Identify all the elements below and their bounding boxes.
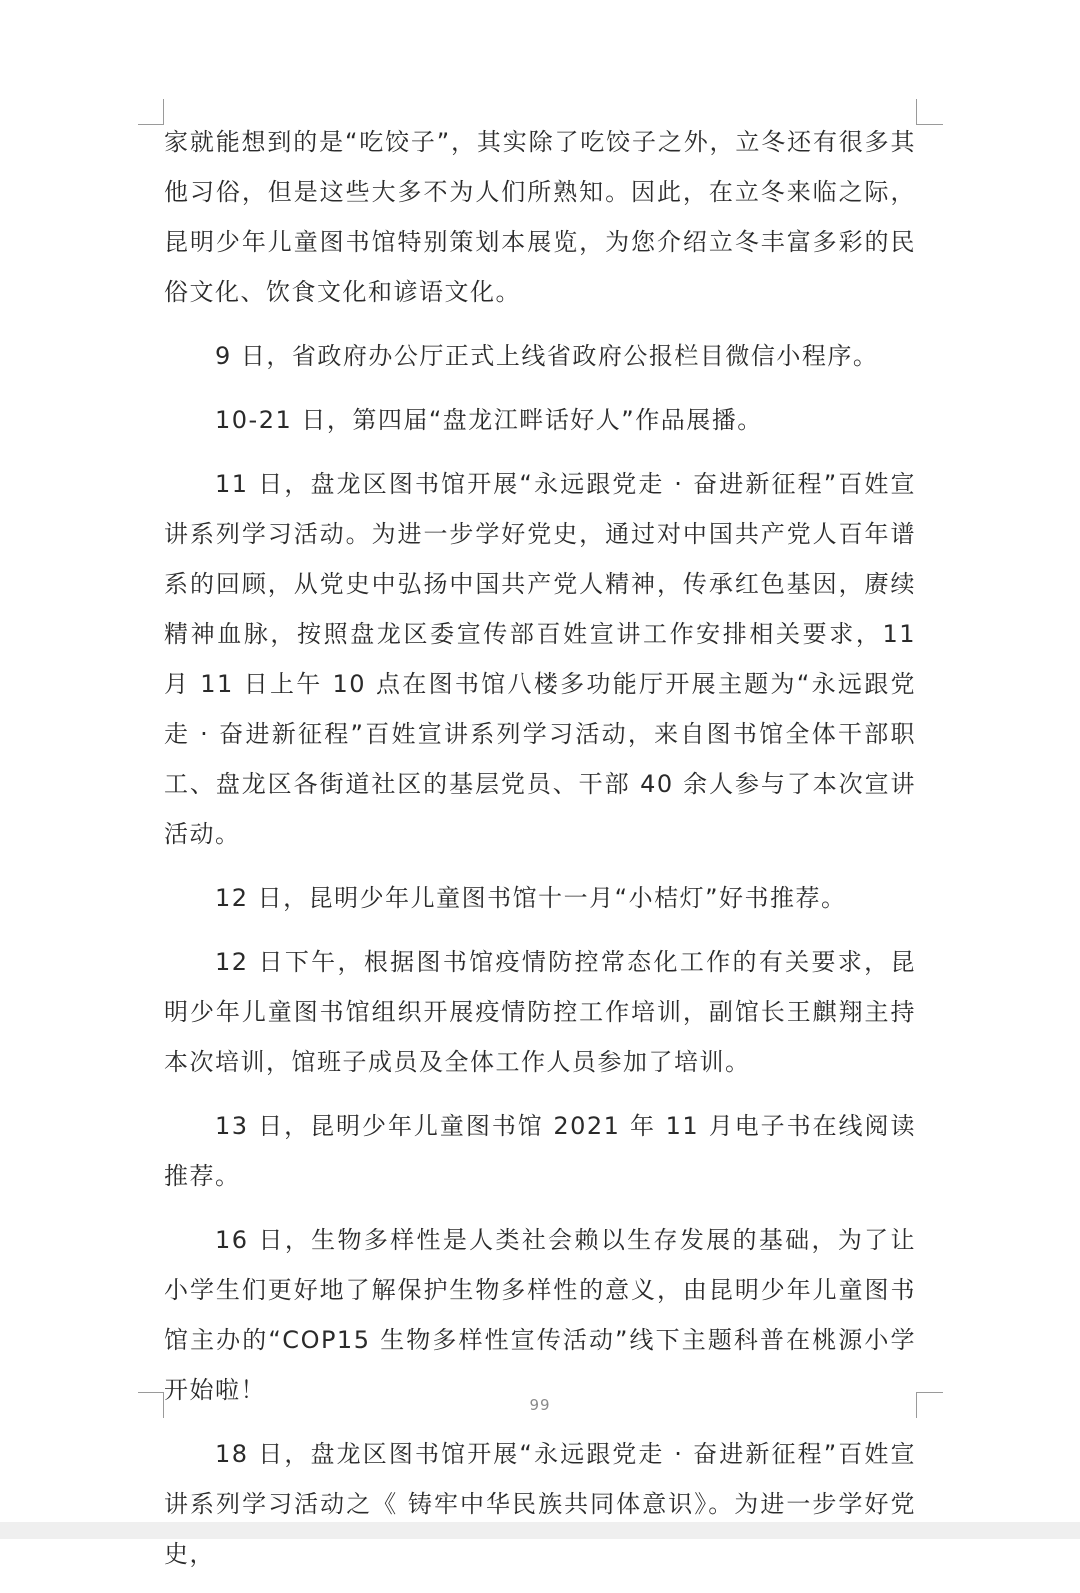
paragraph-1: 家就能想到的是“吃饺子”，其实除了吃饺子之外，立冬还有很多其他习俗，但是这些大多不为人们所熟知。因此，在立冬来临之际，昆明少年儿童图书馆特别策划本展览，为您介绍立冬丰富多彩的民俗文化、饮食文化和谚语文化。: [164, 128, 916, 306]
paragraph-3: 10-21 日，第四届“盘龙江畔话好人”作品展播。: [215, 406, 763, 434]
crop-mark-top-right-h: [917, 124, 943, 125]
body-text: [164, 117, 916, 1593]
bottom-band: [0, 1522, 1080, 1539]
paragraph-7: 13 日，昆明少年儿童图书馆 2021 年 11 月电子书在线阅读推荐。: [164, 1112, 916, 1190]
paragraph-2: 9 日，省政府办公厅正式上线省政府公报栏目微信小程序。: [215, 342, 879, 370]
crop-mark-bottom-left-h: [138, 1392, 164, 1393]
crop-mark-bottom-right-h: [917, 1392, 943, 1393]
paragraph-9: 18 日，盘龙区图书馆开展“永远跟党走 · 奋进新征程”百姓宣讲系列学习活动之《 铸牢中华民族共同体意识》。为进一步学好党史，: [164, 1440, 916, 1568]
crop-mark-top-right-v: [916, 99, 917, 125]
page-number: 99: [529, 1396, 551, 1414]
paragraph-5: 12 日，昆明少年儿童图书馆十一月“小桔灯”好书推荐。: [215, 884, 847, 912]
paragraph-6: 12 日下午，根据图书馆疫情防控常态化工作的有关要求，昆明少年儿童图书馆组织开展疫情防控工作培训，副馆长王麒翔主持本次培训，馆班子成员及全体工作人员参加了培训。: [164, 948, 916, 1076]
paragraph-8: 16 日，生物多样性是人类社会赖以生存发展的基础，为了让小学生们更好地了解保护生物多样性的意义，由昆明少年儿童图书馆主办的“COP15 生物多样性宣传活动”线下主题科普在桃源小学开始啦！: [164, 1226, 916, 1404]
paragraph-4: 11 日，盘龙区图书馆开展“永远跟党走 · 奋进新征程”百姓宣讲系列学习活动。为进一步学好党史，通过对中国共产党人百年谱系的回顾，从党史中弘扬中国共产党人精神，传承红色基因，赓续精神血脉，按照盘龙区委宣传部百姓宣讲工作安排相关要求，11 月 11 日上午 10 点在图书馆八楼多功能厅开展主题为“永远跟党走 · 奋进新征程”百姓宣讲系列学习活动，来自图书馆全体干部职工、盘龙区各街道社区的基层党员、干部 40 余人参与了本次宣讲活动。: [164, 470, 916, 848]
crop-mark-top-left-h: [138, 124, 164, 125]
